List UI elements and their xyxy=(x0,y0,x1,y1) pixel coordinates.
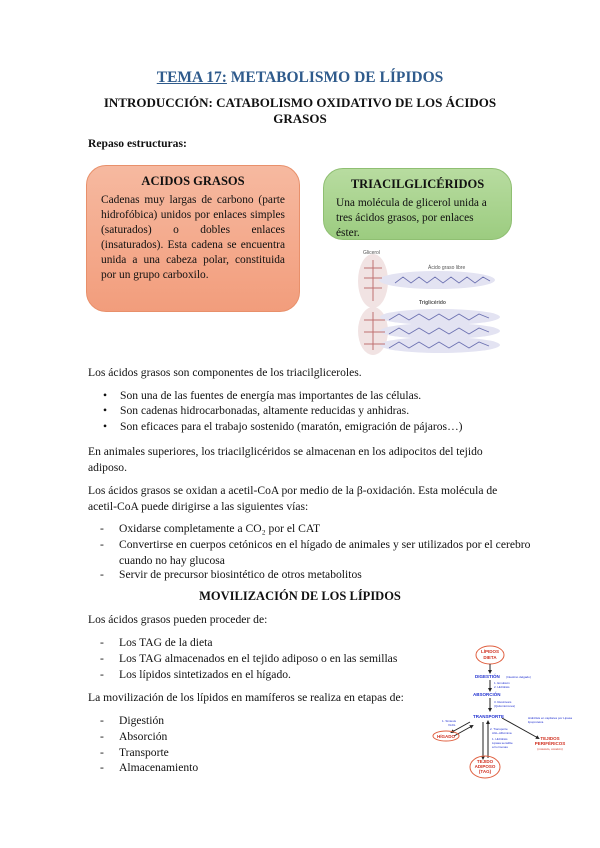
title-text: METABOLISMO DE LÍPIDOS xyxy=(226,69,444,86)
tejido-label: TEJIDO xyxy=(476,759,494,764)
section-heading: MOVILIZACIÓN DE LOS LÍPIDOS xyxy=(199,589,401,603)
list-item-text: Los TAG almacenados en el tejido adiposo o en las semillas xyxy=(119,652,398,665)
transp2-label: 2. Transporte xyxy=(490,727,508,731)
list-item-text: Oxidarse completamente a CO₂ por el CAT xyxy=(119,522,321,535)
list-item: - Los TAG almacenados en el tejido adiposo o en las semillas xyxy=(100,652,398,665)
list-item-text: Son una de las fuentes de energía mas importantes de las células. xyxy=(120,389,422,402)
higado-label: HÍGADO xyxy=(437,734,455,739)
tejidos-label: TEJIDOS xyxy=(540,736,560,741)
list-item-text: Son eficaces para el trabajo sostenido (maratón, emigración de pájaros…) xyxy=(120,420,463,433)
title-label: TEMA 17: xyxy=(156,69,227,86)
triacilgliceridos-title: TRIACILGLICÉRIDOS xyxy=(350,177,485,191)
lipid-mobilization-diagram xyxy=(430,630,580,780)
paragraph-2: En animales superiores, los triacilglicéridos se almacenan en los adipocitos del tejido adiposo. xyxy=(88,445,483,474)
list-item: • Son una de las fuentes de energía mas importantes de las células. xyxy=(103,389,422,402)
list-item: - Oxidarse completamente a CO₂ por el CAT xyxy=(100,522,321,535)
glicerol-label: Glicerol xyxy=(363,250,380,256)
digestion-label: DIGESTIÓN xyxy=(475,674,500,679)
triacilgliceridos-box xyxy=(323,168,512,240)
acidos-grasos-box xyxy=(86,165,300,312)
list-item-text: Convertirse en cuerpos cetónicos en el hígado de animales y ser utilizados por el cerebro cuando no hay glucosa xyxy=(119,538,531,567)
list-item: - Almacenamiento xyxy=(100,761,199,774)
list-item-text: Los lípidos sintetizados en el hígado. xyxy=(119,668,291,681)
list-item: - Los lípidos sintetizados en el hígado. xyxy=(100,668,291,681)
list-item-text: Transporte xyxy=(119,746,169,759)
list-item: • Son eficaces para el trabajo sostenido (maratón, emigración de pájaros…) xyxy=(103,420,463,433)
intestino-label: (Intestino delgado) xyxy=(506,675,531,679)
paragraph-5: La movilización de los lípidos en mamíferos se realiza en etapas de: xyxy=(88,691,404,704)
paragraph-3: Los ácidos grasos se oxidan a acetil-CoA por medio de la β-oxidación. Esta molécula de acetil-CoA puede dirigirse a las siguientes vías: xyxy=(88,484,498,513)
step3-label: 3. Resíntesis xyxy=(494,700,512,704)
triacilgliceridos-text: Una molécula de glicerol unida a tres ácidos grasos, por enlaces éster. xyxy=(336,197,487,239)
adiposo-label: ADIPOSO xyxy=(474,764,496,769)
trigliceride-label: Triglicérido xyxy=(419,300,446,306)
sintesis-label: 1. Síntesis xyxy=(442,719,457,723)
list-item: - Transporte xyxy=(100,746,169,759)
step2-label: 2. Hidrólisis xyxy=(494,685,510,689)
paragraph-1: Los ácidos grasos son componentes de los triacilgliceroles. xyxy=(88,366,362,379)
list-item-text: Absorción xyxy=(119,730,168,743)
paragraph-4: Los ácidos grasos pueden proceder de: xyxy=(88,613,268,626)
list-item-text: Digestión xyxy=(119,714,165,727)
list-item: - Absorción xyxy=(100,730,168,743)
triglyceride-molecule-image xyxy=(355,246,515,358)
vldl-label: VLDL xyxy=(448,723,456,727)
hidrolisis-cap-label: Hidrólisis en capilares por Lipasa lipoproteica xyxy=(528,716,573,724)
absorcion-label: ABSORCIÓN xyxy=(473,692,501,697)
list-item: - Los TAG de la dieta xyxy=(100,636,213,649)
list-item-text: Son cadenas hidrocarbonadas, altamente reducidas y anhidras. xyxy=(120,404,410,417)
list-item: • Son cadenas hidrocarbonadas, altamente reducidas y anhidras. xyxy=(103,404,410,417)
quilo-label: (Quilomicrones) xyxy=(494,704,516,708)
tag-label: (TAG) xyxy=(478,769,492,774)
page-title xyxy=(0,69,600,87)
repaso-label: Repaso estructuras: xyxy=(88,137,187,150)
list-item-text: Almacenamiento xyxy=(119,761,199,774)
hidro1-label: 1. Hidrólisis xyxy=(492,737,508,741)
lipidos-label: LÍPIDOS xyxy=(480,649,500,654)
list-item: - Convertirse en cuerpos cetónicos en el hígado de animales y ser utilizados por el cerebro cuando no hay glucosa xyxy=(100,538,531,567)
hormonas-label: a hormonas xyxy=(492,745,508,749)
step1-label: 1. Emulsión xyxy=(494,681,510,685)
acidos-grasos-title: ACIDOS GRASOS xyxy=(141,174,245,188)
lipasa-label: Lipasa sensible xyxy=(492,741,513,745)
list-item-text: Los TAG de la dieta xyxy=(119,636,213,649)
list-item-text: Servir de precursor biosintético de otros metabolitos xyxy=(119,568,362,581)
subtitle: INTRODUCCIÓN: CATABOLISMO OXIDATIVO DE LOS ÁCIDOS GRASOS xyxy=(103,95,497,126)
list-item: - Servir de precursor biosintético de otros metabolitos xyxy=(100,568,362,581)
dieta-label: DIETA xyxy=(483,655,497,660)
musculo-label: (músculo, corazón) xyxy=(537,747,563,751)
perifericos-label: PERIFÉRICOS xyxy=(534,741,566,746)
agl-label: AGL-Albúmina xyxy=(492,731,512,735)
acidos-grasos-text: Cadenas muy largas de carbono (parte hidrofóbica) unidos por enlaces simples (saturados) o dobles enlaces (insaturados). Esta cadena se encuentra unida a una cabeza polar, constituida por un grupo carboxilo. xyxy=(101,194,285,281)
acido-label: Ácido graso libre xyxy=(428,265,466,271)
list-item: - Digestión xyxy=(100,714,165,727)
transporte-label: TRANSPORTE xyxy=(473,714,505,719)
